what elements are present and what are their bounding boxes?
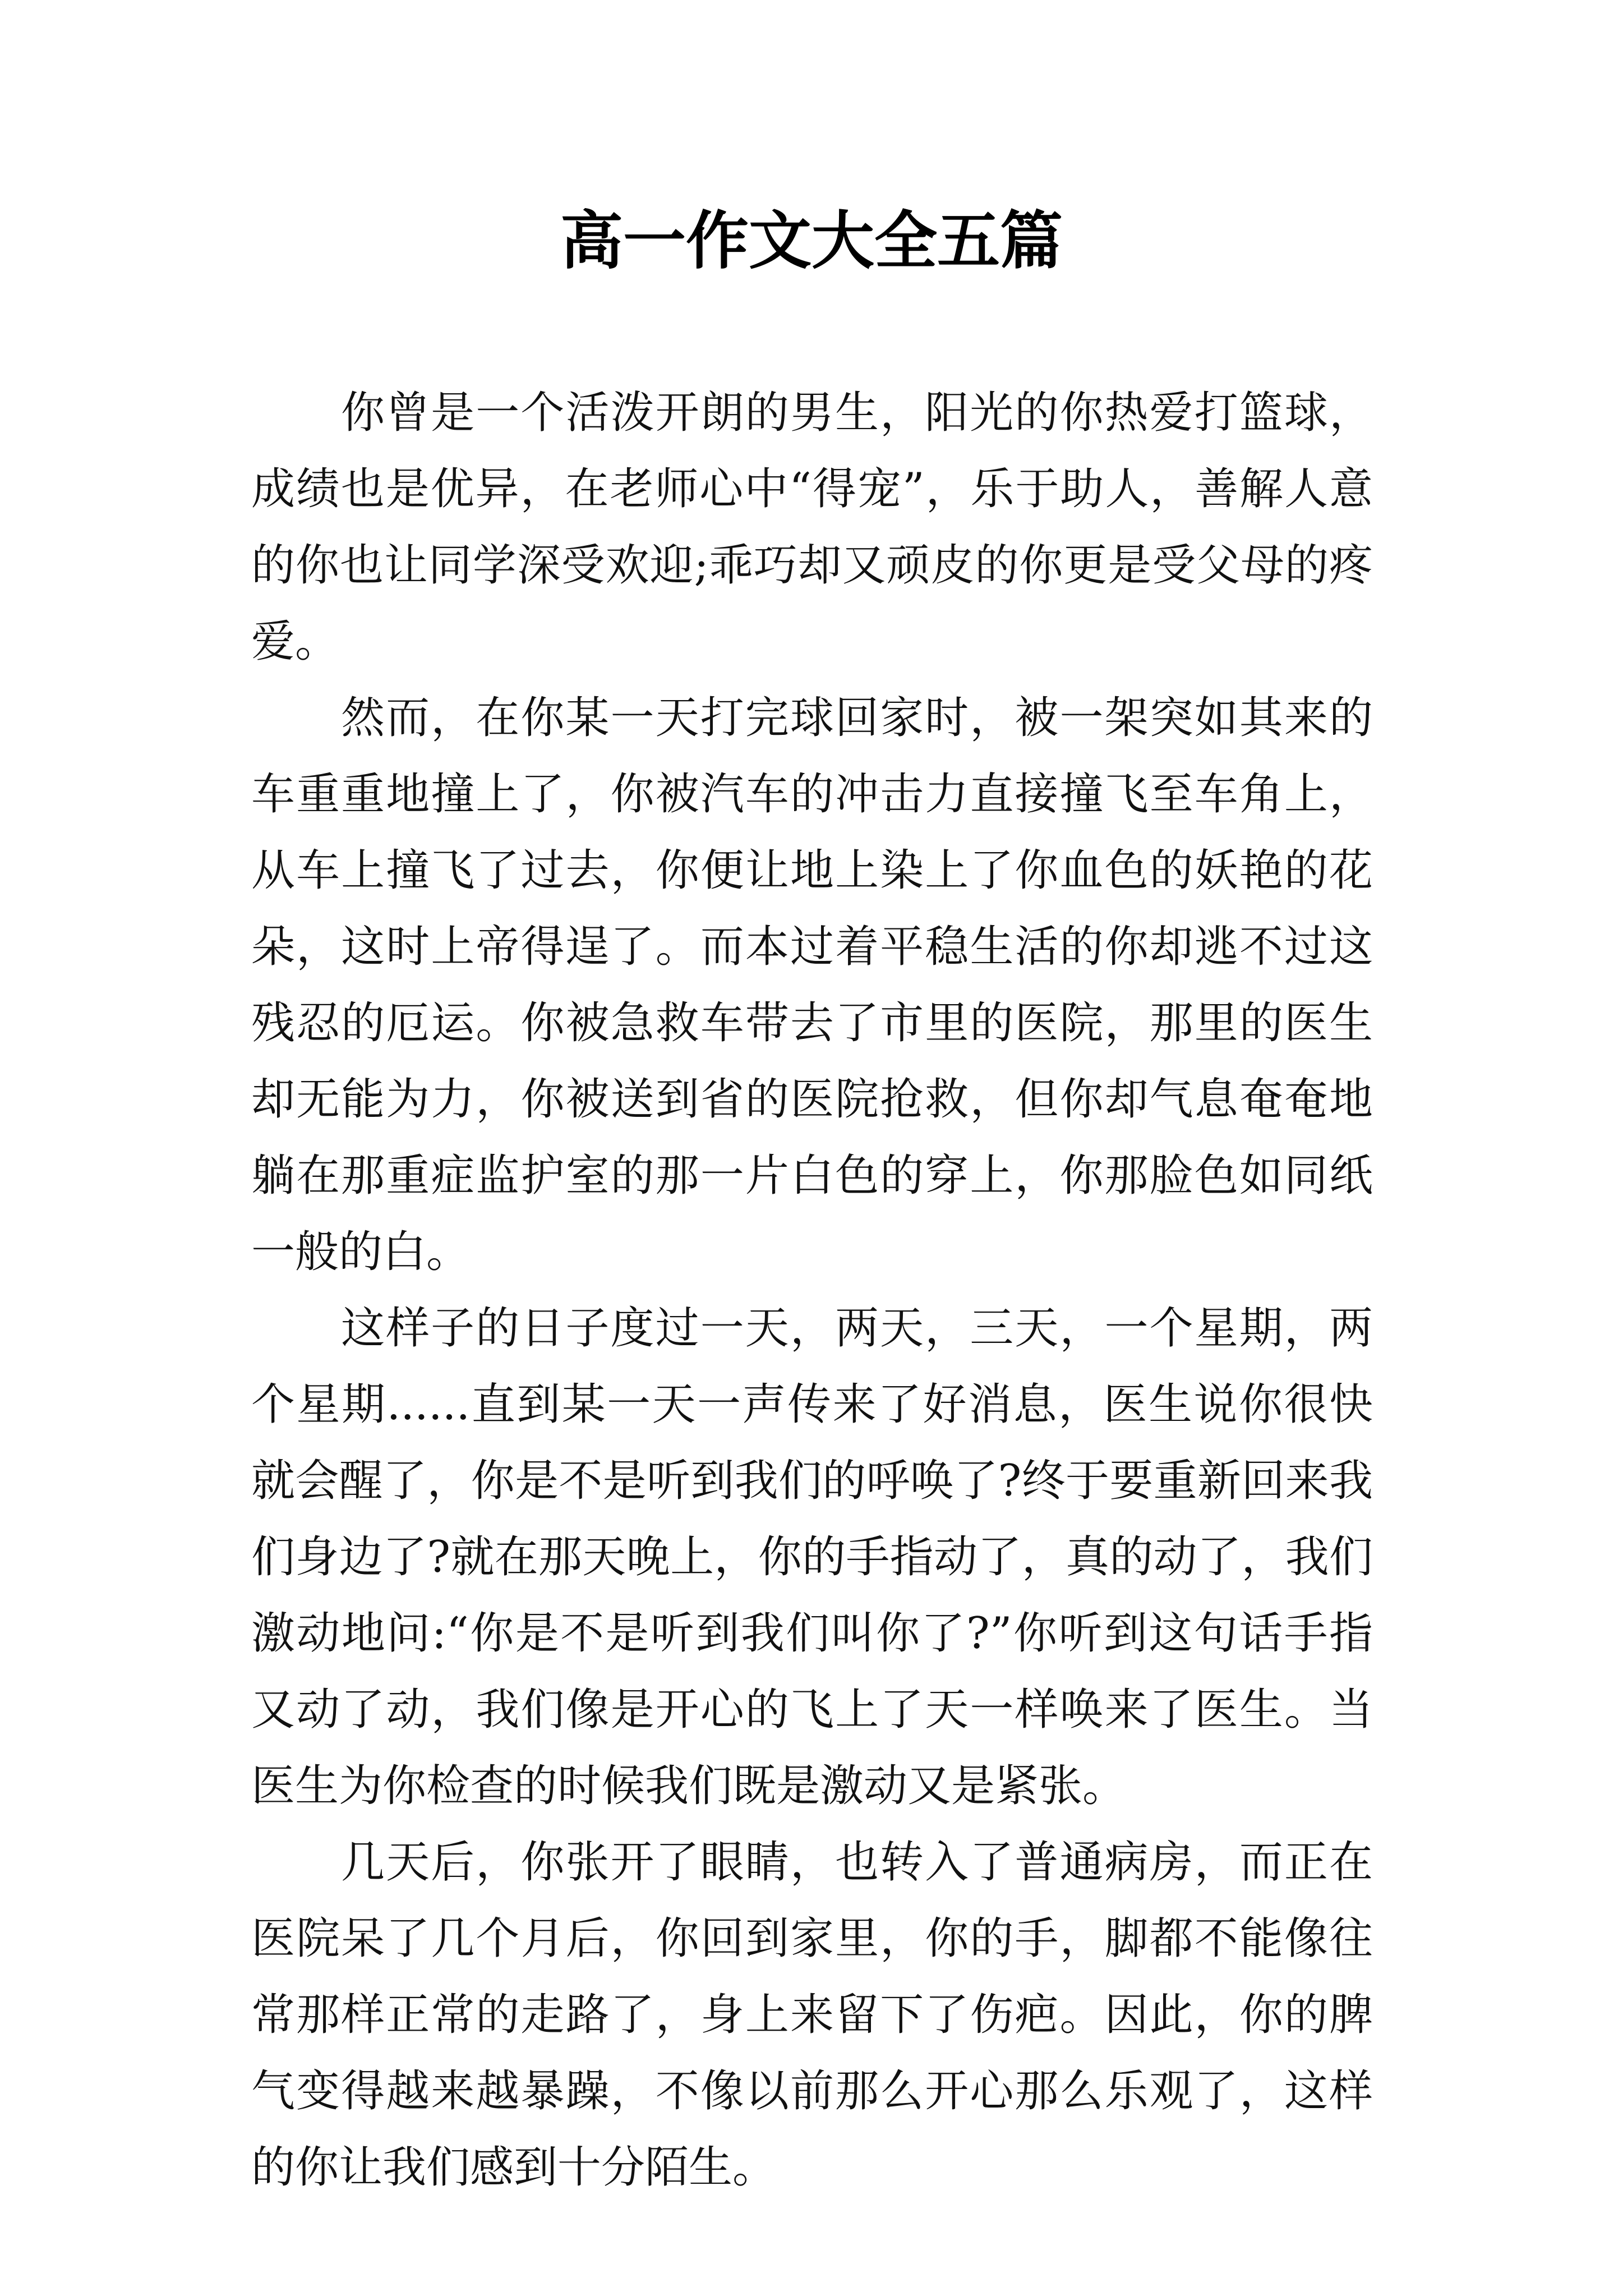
document-body <box>251 375 1373 2206</box>
paragraph-1: 你曾是一个活泼开朗的男生，阳光的你热爱打篮球，成绩也是优异，在老师心中“得宠”，乐于助人，善解人意的你也让同学深受欢迎;乖巧却又顽皮的你更是受父母的疼爱。 <box>251 388 1373 667</box>
paragraph-4: 几天后，你张开了眼睛，也转入了普通病房，而正在医院呆了几个月后，你回到家里，你的手，脚都不能像往常那样正常的走路了，身上来留下了伤疤。因此，你的脾气变得越来越暴躁，不像以前那么开心那么乐观了，这样的你让我们感到十分陌生。 <box>251 1837 1373 2193</box>
document-title: 高一作文大全五篇 <box>560 205 1063 278</box>
paragraph-3: 这样子的日子度过一天，两天，三天，一个星期，两个星期......直到某一天一声传来了好消息，医生说你很快就会醒了，你是不是听到我们的呼唤了?终于要重新回来我们身边了?就在那天晚上，你的手指动了，真的动了，我们激动地问:“你是不是听到我们叫你了?”你听到这句话手指又动了动，我们像是开心的飞上了天一样唤来了医生。当医生为你检查的时候我们既是激动又是紧张。 <box>251 1303 1373 1811</box>
paragraph-2: 然而，在你某一天打完球回家时，被一架突如其来的车重重地撞上了，你被汽车的冲击力直接撞飞至车角上，从车上撞飞了过去，你便让地上染上了你血色的妖艳的花朵，这时上帝得逞了。而本过着平稳生活的你却逃不过这残忍的厄运。你被急救车带去了市里的医院，那里的医生却无能为力，你被送到省的医院抢救，但你却气息奄奄地躺在那重症监护室的那一片白色的穿上，你那脸色如同纸一般的白。 <box>251 693 1373 1277</box>
